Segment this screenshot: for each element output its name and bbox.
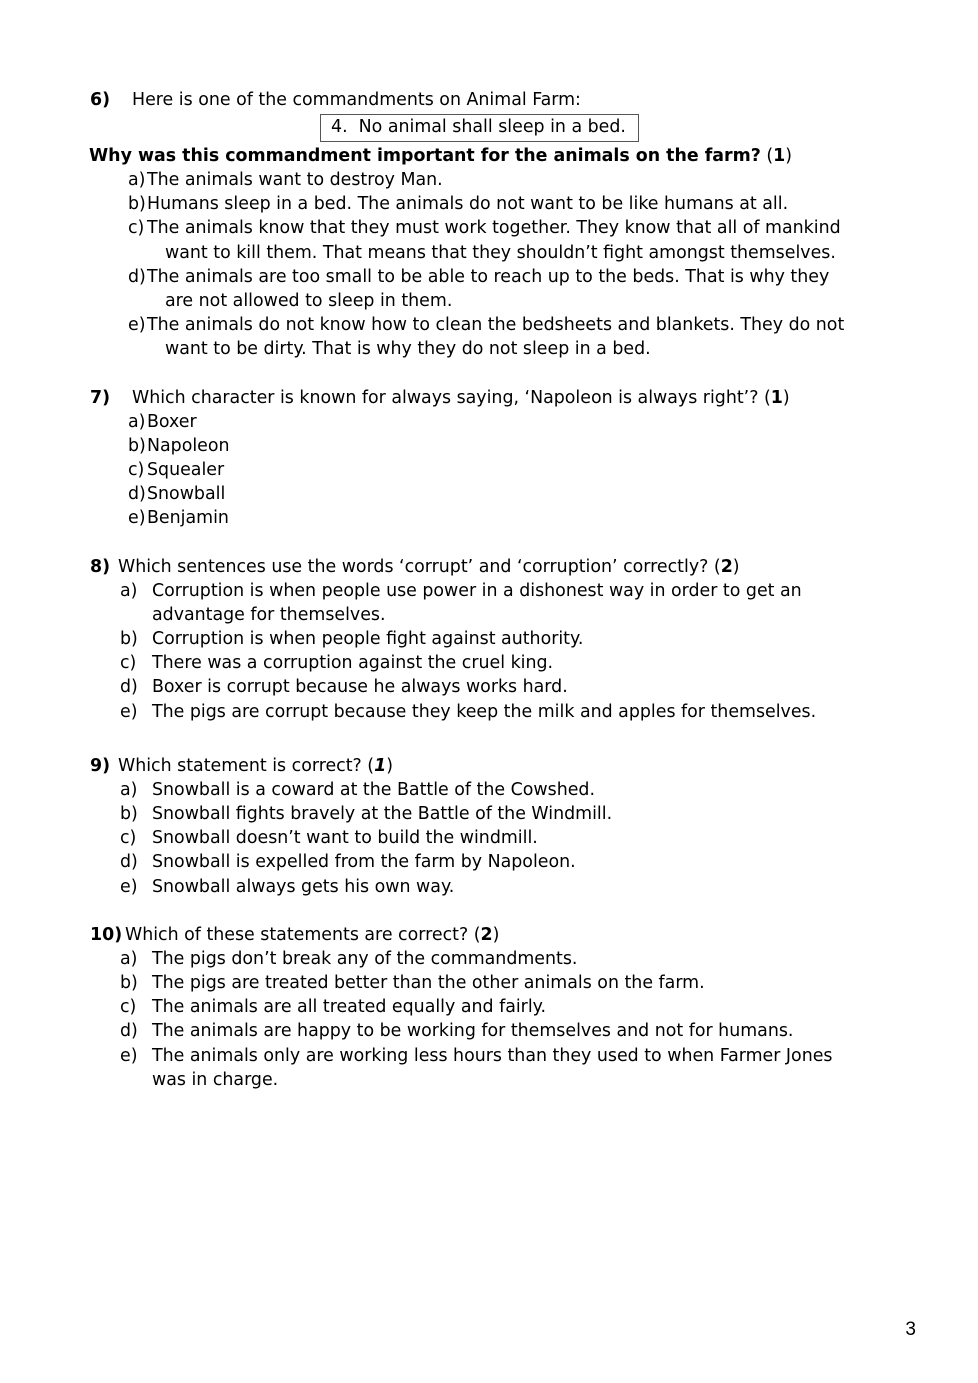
option-marker: c) bbox=[128, 460, 145, 481]
option-item[interactable] bbox=[120, 826, 890, 850]
option-item[interactable] bbox=[120, 802, 890, 826]
option-marker: a) bbox=[128, 170, 146, 190]
option-marker: e) bbox=[120, 701, 138, 722]
option-marker: a) bbox=[120, 779, 138, 800]
option-item[interactable] bbox=[120, 778, 890, 802]
question-6-marks: (1) bbox=[760, 146, 793, 166]
option-item[interactable] bbox=[120, 850, 890, 874]
option-item[interactable] bbox=[128, 434, 890, 458]
question-block-7 bbox=[90, 386, 890, 531]
option-marker: d) bbox=[128, 266, 146, 287]
option-item[interactable] bbox=[128, 168, 890, 192]
option-text: The animals know that they must work together. They know that all of mankind want to kill them. That means that they shouldn’t fight amongst themselves. bbox=[147, 216, 890, 264]
option-text: Snowball is a coward at the Battle of the Cowshed. bbox=[152, 779, 595, 800]
question-10-marks: (2) bbox=[468, 924, 500, 945]
page-number: 3 bbox=[905, 1319, 916, 1340]
option-marker: c) bbox=[128, 218, 145, 239]
question-9-number: 9) bbox=[90, 755, 111, 776]
option-item[interactable] bbox=[128, 410, 890, 434]
option-text: Snowball fights bravely at the Battle of the Windmill. bbox=[152, 804, 613, 825]
option-item[interactable] bbox=[120, 579, 890, 627]
option-item[interactable] bbox=[120, 627, 890, 651]
question-block-6 bbox=[90, 88, 890, 362]
question-10-options bbox=[90, 947, 890, 1092]
question-8-stem-line bbox=[90, 555, 890, 579]
option-marker: e) bbox=[128, 508, 146, 529]
option-text: Boxer bbox=[147, 411, 197, 432]
option-text: Snowball bbox=[147, 484, 226, 505]
question-block-8 bbox=[90, 555, 890, 724]
option-marker: e) bbox=[120, 876, 138, 897]
question-6-options bbox=[90, 168, 890, 362]
question-8-number: 8) bbox=[90, 556, 111, 577]
option-marker: a) bbox=[120, 948, 138, 969]
question-6-heading-line bbox=[89, 144, 890, 168]
option-marker: d) bbox=[120, 1021, 138, 1042]
question-6-stem-line bbox=[90, 88, 890, 112]
option-item[interactable] bbox=[128, 265, 890, 313]
question-6-number: 6) bbox=[90, 90, 111, 110]
option-text: Corruption is when people use power in a dishonest way in order to get an advantage for themselves. bbox=[152, 579, 890, 627]
question-6-stem: Here is one of the commandments on Animal Farm: bbox=[132, 90, 581, 110]
question-7-stem: Which character is known for always saying, ‘Napoleon is always right’? (1) bbox=[132, 387, 790, 408]
question-6-heading: Why was this commandment important for the animals on the farm? bbox=[89, 146, 761, 166]
option-text: Boxer is corrupt because he always works hard. bbox=[152, 677, 568, 698]
option-text: The animals only are working less hours than they used to when Farmer Jones was in charge. bbox=[152, 1044, 890, 1092]
option-text: The pigs don’t break any of the commandments. bbox=[152, 948, 578, 969]
option-marker: e) bbox=[120, 1045, 138, 1066]
option-marker: b) bbox=[120, 973, 138, 994]
option-text-continuation: want to kill them. That means that they shouldn’t fight amongst themselves. bbox=[165, 242, 836, 263]
option-text: The pigs are corrupt because they keep the milk and apples for themselves. bbox=[152, 701, 817, 722]
option-text-continuation: are not allowed to sleep in them. bbox=[165, 291, 453, 312]
option-text: Benjamin bbox=[147, 508, 229, 529]
option-marker: b) bbox=[128, 435, 146, 456]
option-item[interactable] bbox=[120, 1044, 890, 1092]
option-text: The animals do not know how to clean the bedsheets and blankets. They do not want to be dirty. That is why they do not sleep in a bed. bbox=[147, 313, 890, 361]
option-text: Napoleon bbox=[147, 435, 230, 456]
option-marker: b) bbox=[120, 804, 138, 825]
commandment-box-wrapper bbox=[90, 114, 890, 142]
question-block-10 bbox=[90, 923, 890, 1092]
option-item[interactable] bbox=[120, 651, 890, 675]
option-text-continuation: advantage for themselves. bbox=[152, 604, 386, 625]
option-text: Corruption is when people fight against authority. bbox=[152, 629, 584, 650]
question-10-number: 10) bbox=[90, 924, 123, 945]
option-marker: e) bbox=[128, 315, 146, 336]
question-9-stem: Which statement is correct? (1) bbox=[118, 755, 394, 776]
question-7-stem-line bbox=[90, 386, 890, 410]
option-item[interactable] bbox=[120, 971, 890, 995]
option-marker: d) bbox=[128, 484, 146, 505]
question-7-marks: (1) bbox=[758, 387, 790, 408]
option-text: The pigs are treated better than the other animals on the farm. bbox=[152, 973, 705, 994]
option-item[interactable] bbox=[120, 675, 890, 699]
spacer bbox=[90, 531, 890, 555]
option-item[interactable] bbox=[128, 458, 890, 482]
option-text-continuation: want to be dirty. That is why they do not sleep in a bed. bbox=[165, 339, 651, 360]
question-7-options bbox=[90, 410, 890, 531]
option-item[interactable] bbox=[120, 995, 890, 1019]
option-item[interactable] bbox=[120, 947, 890, 971]
option-marker: a) bbox=[128, 411, 146, 432]
option-text: The animals are all treated equally and fairly. bbox=[152, 997, 547, 1018]
question-9-stem-line bbox=[90, 754, 890, 778]
question-9-marks: (1) bbox=[361, 755, 394, 776]
option-text-continuation: was in charge. bbox=[152, 1069, 279, 1090]
spacer bbox=[90, 362, 890, 386]
option-item[interactable] bbox=[128, 482, 890, 506]
option-text: Snowball doesn’t want to build the windmill. bbox=[152, 828, 538, 849]
option-marker: d) bbox=[120, 677, 138, 698]
option-text: Snowball always gets his own way. bbox=[152, 876, 455, 897]
question-8-stem: Which sentences use the words ‘corrupt’ and ‘corruption’ correctly? (2) bbox=[118, 556, 740, 577]
option-marker: b) bbox=[128, 194, 146, 215]
spacer bbox=[90, 724, 890, 754]
question-8-marks: (2) bbox=[708, 556, 740, 577]
option-text: The animals want to destroy Man. bbox=[147, 170, 443, 190]
option-item[interactable] bbox=[120, 700, 890, 724]
option-text: Squealer bbox=[147, 460, 225, 481]
option-item[interactable] bbox=[128, 506, 890, 530]
option-text: There was a corruption against the cruel king. bbox=[152, 653, 554, 674]
option-marker: c) bbox=[120, 828, 137, 849]
option-marker: c) bbox=[120, 997, 137, 1018]
question-7-number: 7) bbox=[90, 387, 111, 408]
option-text: The animals are happy to be working for themselves and not for humans. bbox=[152, 1021, 794, 1042]
question-block-9 bbox=[90, 754, 890, 899]
question-10-stem: Which of these statements are correct? (2) bbox=[125, 924, 500, 945]
question-9-options bbox=[90, 778, 890, 899]
option-marker: d) bbox=[120, 852, 138, 873]
option-text: The animals are too small to be able to reach up to the beds. That is why they are not allowed to sleep in them. bbox=[147, 265, 890, 313]
question-8-options bbox=[90, 579, 890, 724]
option-item[interactable] bbox=[128, 192, 890, 216]
option-item[interactable] bbox=[120, 875, 890, 899]
question-10-stem-line bbox=[90, 923, 890, 947]
option-marker: b) bbox=[120, 629, 138, 650]
option-marker: a) bbox=[120, 580, 138, 601]
page-content bbox=[90, 88, 890, 1092]
commandment-box: 4. No animal shall sleep in a bed. bbox=[320, 114, 639, 142]
option-text: Snowball is expelled from the farm by Napoleon. bbox=[152, 852, 576, 873]
option-item[interactable] bbox=[128, 313, 890, 361]
option-item[interactable] bbox=[128, 216, 890, 264]
option-marker: c) bbox=[120, 653, 137, 674]
spacer bbox=[90, 899, 890, 923]
option-text: Humans sleep in a bed. The animals do not want to be like humans at all. bbox=[147, 194, 789, 215]
option-item[interactable] bbox=[120, 1019, 890, 1043]
